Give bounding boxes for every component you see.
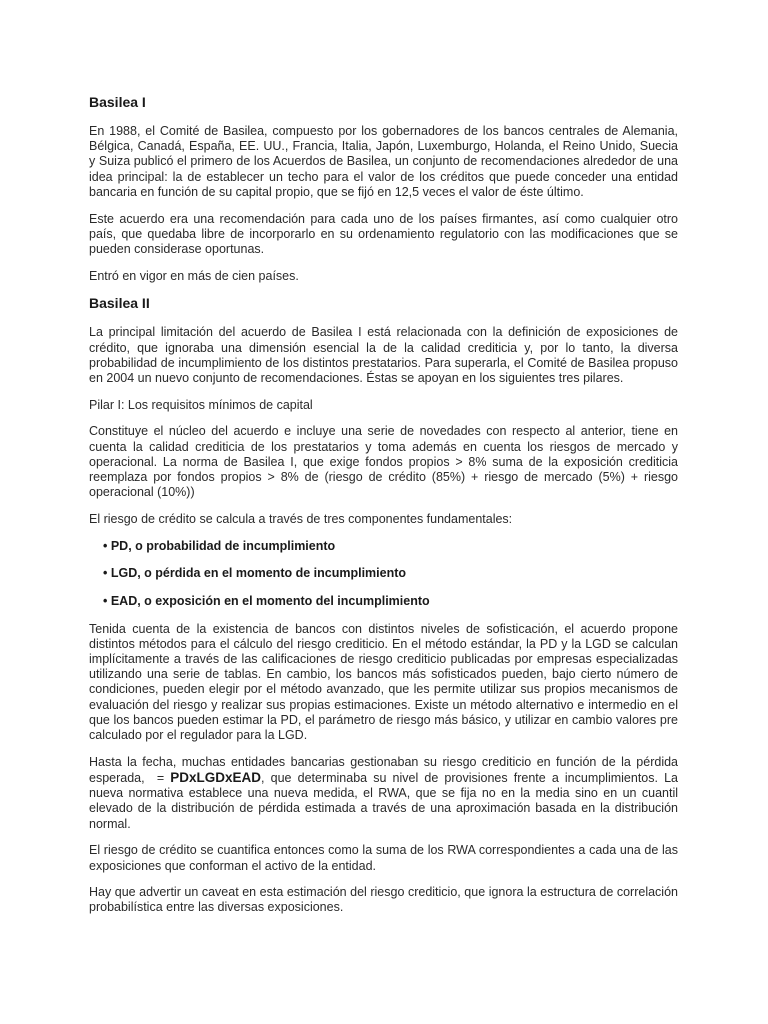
paragraph-components-intro: El riesgo de crédito se calcula a través de tres componentes fundamentales: bbox=[89, 511, 513, 526]
paragraph-basilea-2-limitation: La principal limitación del acuerdo de Basilea I está relacionada con la definición de exposiciones de crédito, que ignoraba una dimensión esencial la de la calidad crediticia y, por lo tanto, la diversa probabilidad de incumplimiento de los distintos prestatarios. Para superarla, el Comité de Basilea propuso en 2004 un nuevo conjunto de recomendaciones. Éstas se apoyan en los siguientes tres pilares. bbox=[89, 325, 678, 385]
paragraph-pilar-1: Pilar I: Los requisitos mínimos de capital bbox=[89, 397, 313, 412]
paragraph-expected-loss bbox=[89, 755, 678, 832]
list-item-ead: • EAD, o exposición en el momento del incumplimiento bbox=[103, 593, 430, 608]
expected-loss-formula: PDxLGDxEAD bbox=[170, 770, 262, 785]
list-item-pd: • PD, o probabilidad de incumplimiento bbox=[103, 538, 336, 553]
heading-basilea-2: Basilea II bbox=[89, 295, 150, 312]
expected-loss-text-before: Hasta la fecha, muchas entidades bancarias gestionaban su riesgo crediticio en función de la pérdida esperada, = bbox=[89, 754, 678, 785]
paragraph-rwa-sum: El riesgo de crédito se cuantifica entonces como la suma de los RWA correspondientes a cada una de las exposiciones que conforman el activo de la entidad. bbox=[89, 843, 678, 873]
paragraph-pilar-1-core: Constituye el núcleo del acuerdo e incluye una serie de novedades con respecto al anterior, tiene en cuenta la calidad crediticia de los prestatarios y toma además en cuenta los riesgos de mercado y operacional. La norma de Basilea I, que exige fondos propios > 8% suma de la exposición crediticia reemplaza por fondos propios > 8% de (riesgo de crédito (85%) + riesgo de mercado (5%) + riesgo operacional (10%)) bbox=[89, 424, 678, 500]
list-item-lgd: • LGD, o pérdida en el momento de incumplimiento bbox=[103, 566, 407, 581]
paragraph-basilea-1-recommendation: Este acuerdo era una recomendación para cada uno de los países firmantes, así como cualquier otro país, que quedaba libre de incorporarlo en su ordenamiento regulatorio con las modificaciones que se pueden considerase oportunas. bbox=[89, 211, 678, 256]
expected-loss-text-after: , que determinaba su nivel de provisiones frente a incumplimientos. La nueva normativa establece una nueva medida, el RWA, que se fija no en la media sino en un cuantil elevado de la distribución de pérdida estimada a través de una aproximación basada en la distribución normal. bbox=[89, 771, 678, 831]
paragraph-basilea-1-intro: En 1988, el Comité de Basilea, compuesto por los gobernadores de los bancos centrales de Alemania, Bélgica, Canadá, España, EE. UU., Francia, Italia, Japón, Luxemburgo, Holanda, el Reino Unido, Suecia y Suiza publicó el primero de los Acuerdos de Basilea, un conjunto de recomendaciones alrededor de una idea principal: la de establecer un techo para el valor de los créditos que puede conceder una entidad bancaria en función de su capital propio, que se fijó en 12,5 veces el valor de éste último. bbox=[89, 124, 678, 199]
paragraph-methods: Tenida cuenta de la existencia de bancos con distintos niveles de sofisticación, el acuerdo propone distintos métodos para el cálculo del riesgo crediticio. En el método estándar, la PD y la LGD se calculan implícitamente a través de las calificaciones de riesgo crediticio publicadas por empresas especializadas utilizando una serie de tablas. En cambio, los bancos más sofisticados pueden, bajo cierto número de condiciones, pueden elegir por el método avanzado, que les permite utilizar sus propios mecanismos de evaluación del riesgo y realizar sus propias estimaciones. Existe un método alternativo e intermedio en el que los bancos pueden estimar la PD, el parámetro de riesgo más básico, y utilizar en cambio valores pre calculado por el regulador para la LGD. bbox=[89, 621, 678, 743]
paragraph-basilea-1-effect: Entró en vigor en más de cien países. bbox=[89, 268, 299, 283]
document-page bbox=[89, 88, 678, 927]
paragraph-caveat: Hay que advertir un caveat en esta estimación del riesgo crediticio, que ignora la estructura de correlación probabilística entre las diversas exposiciones. bbox=[89, 885, 678, 915]
heading-basilea-1: Basilea I bbox=[89, 94, 146, 110]
